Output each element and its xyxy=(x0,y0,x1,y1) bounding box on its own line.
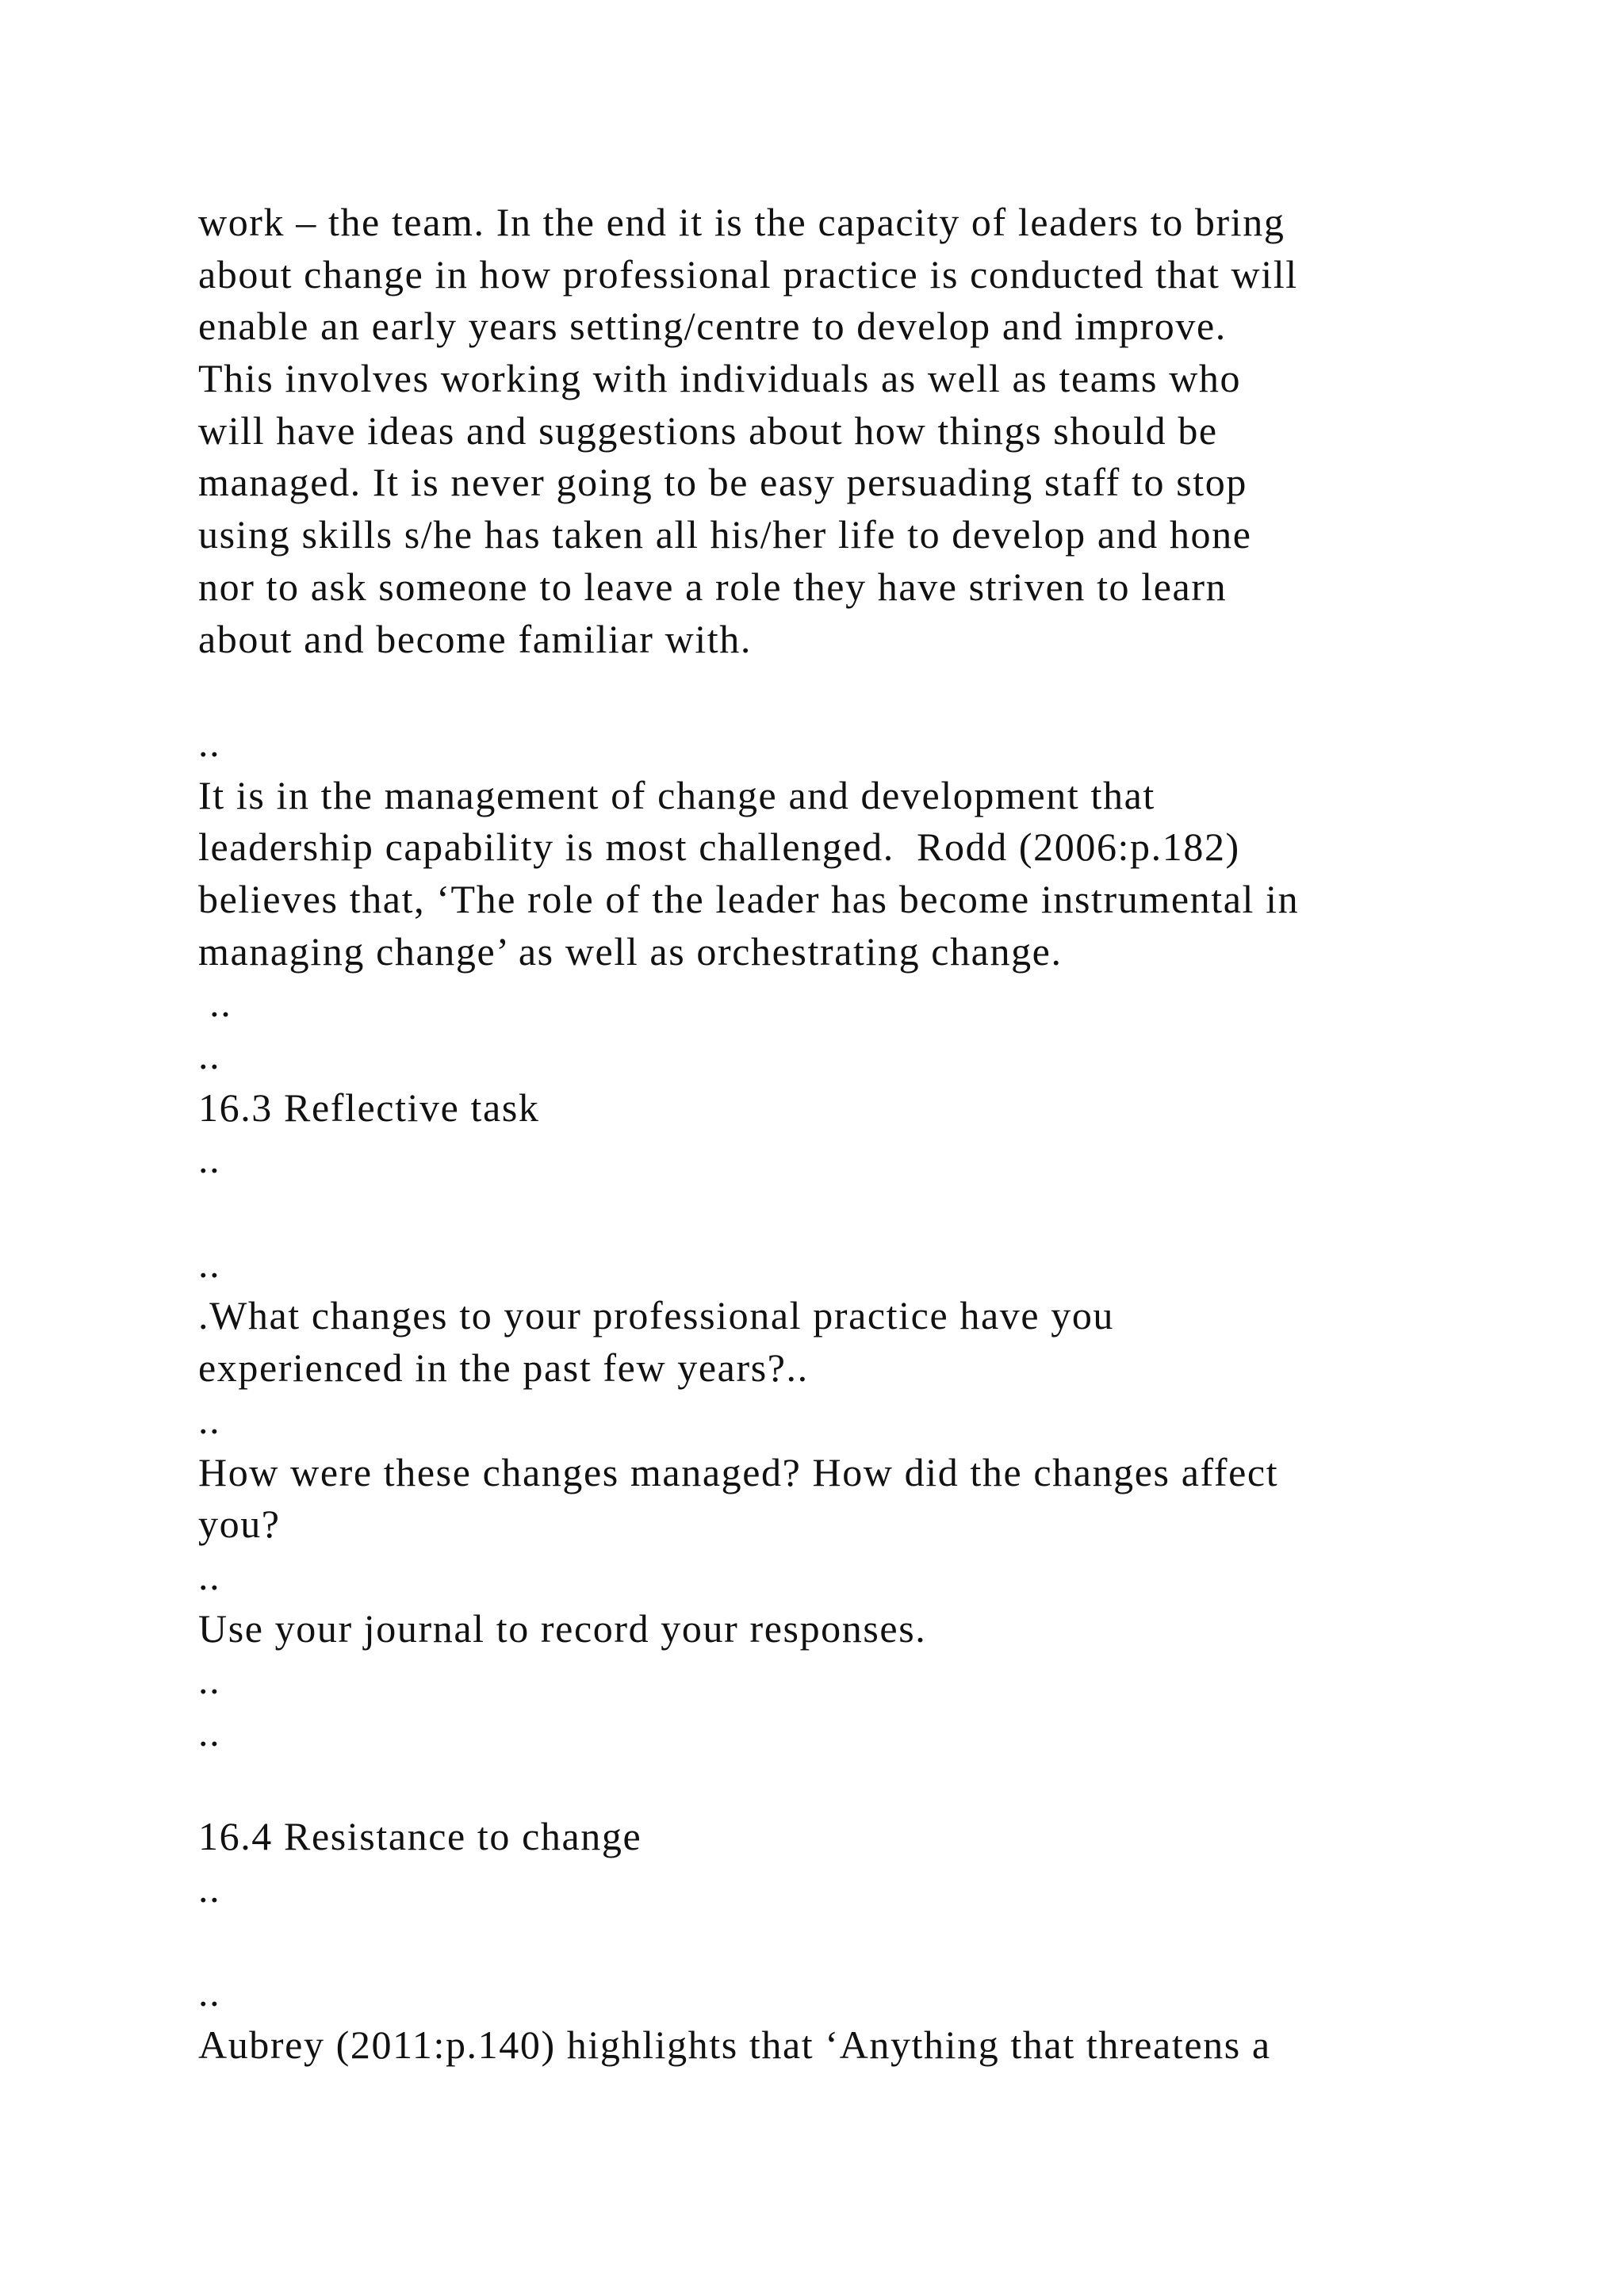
text-line: .. xyxy=(198,1033,221,1077)
text-line: 16.4 Resistance to change xyxy=(198,1814,642,1859)
text-line: will have ideas and suggestions about how things should be xyxy=(198,408,1218,453)
text-line: .. xyxy=(198,1866,221,1911)
text-line: experienced in the past few years?.. xyxy=(198,1345,809,1391)
document-body xyxy=(198,197,1546,2072)
text-line: .. xyxy=(198,1970,221,2015)
text-line: nor to ask someone to leave a role they have striven to learn xyxy=(198,564,1228,609)
text-line: How were these changes managed? How did the changes affect xyxy=(198,1449,1279,1494)
text-line: about and become familiar with. xyxy=(198,616,752,661)
text-line: managing change’ as well as orchestrating change. xyxy=(198,928,1063,974)
text-line xyxy=(198,1915,1546,1968)
text-line: .. xyxy=(198,981,232,1026)
text-line: Aubrey (2011:p.140) highlights that ‘Anything that threatens a xyxy=(198,2022,1271,2068)
text-line: .. xyxy=(198,1241,221,1286)
text-line: work – the team. In the end it is the capacity of leaders to bring xyxy=(198,200,1285,244)
text-line xyxy=(198,1759,1546,1812)
text-line: It is in the management of change and development that xyxy=(198,772,1155,817)
text-line xyxy=(198,665,1546,718)
text-line xyxy=(198,1186,1546,1238)
text-line: managed. It is never going to be easy persuading staff to stop xyxy=(198,460,1247,505)
text-line: .. xyxy=(198,720,221,765)
text-line: .. xyxy=(198,1553,221,1598)
text-line: you? xyxy=(198,1502,281,1547)
text-line: This involves working with individuals as well as teams who xyxy=(198,356,1242,401)
text-line: enable an early years setting/centre to develop and improve. xyxy=(198,304,1227,349)
text-line: about change in how professional practice is conducted that will xyxy=(198,251,1298,297)
text-line: .What changes to your professional practice have you xyxy=(198,1293,1115,1338)
text-line: leadership capability is most challenged. Rodd (2006:p.182) xyxy=(198,825,1240,870)
text-line: 16.3 Reflective task xyxy=(198,1085,540,1130)
text-line: Use your journal to record your responses. xyxy=(198,1605,927,1651)
text-line: believes that, ‘The role of the leader has become instrumental in xyxy=(198,876,1300,921)
text-line: .. xyxy=(198,1137,221,1182)
text-line: using skills s/he has taken all his/her life to develop and hone xyxy=(198,512,1252,557)
text-line: .. xyxy=(198,1397,221,1442)
text-line: .. xyxy=(198,1658,221,1703)
text-line: .. xyxy=(198,1709,221,1755)
